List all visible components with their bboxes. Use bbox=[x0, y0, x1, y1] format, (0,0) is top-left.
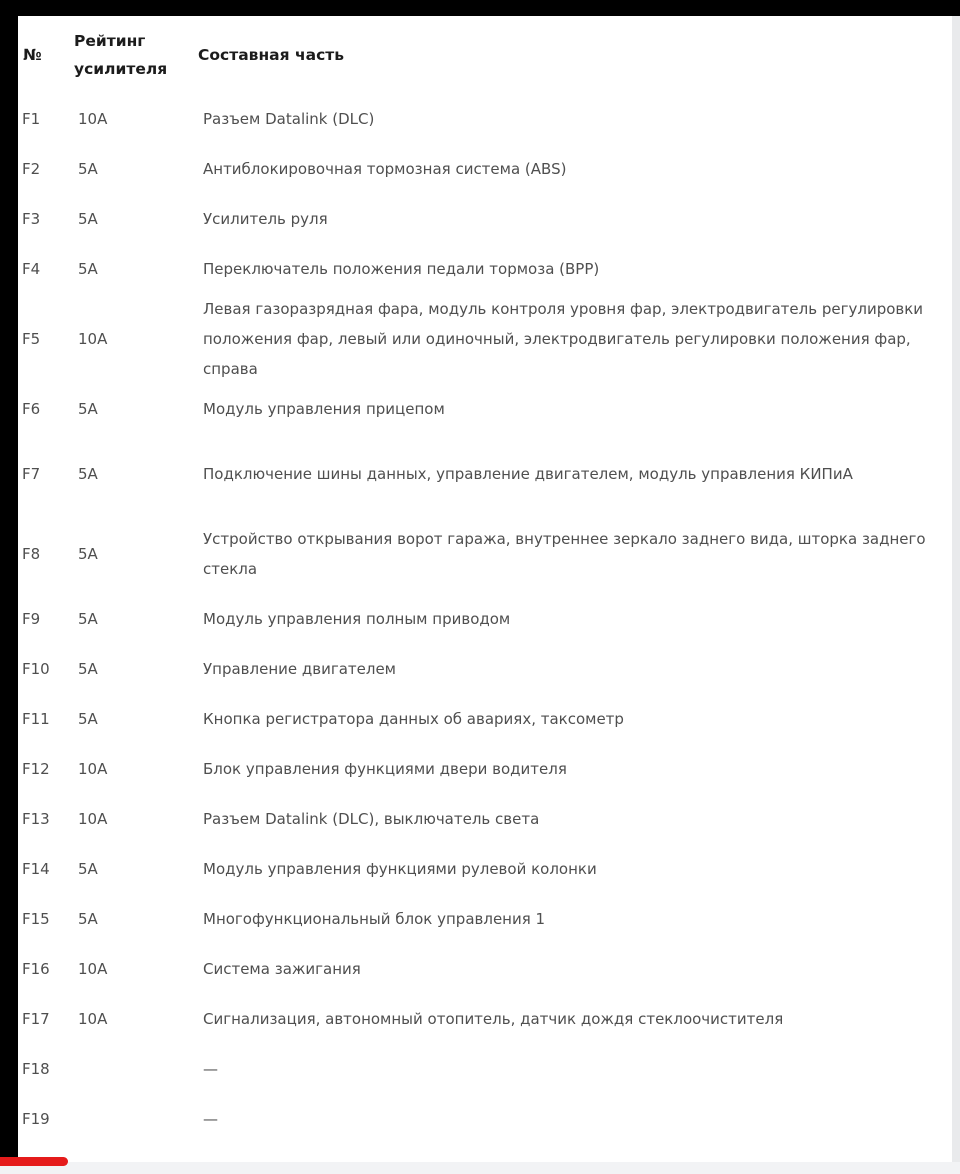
fuse-rating: 10A bbox=[78, 960, 108, 978]
video-control-strip bbox=[0, 1162, 960, 1174]
fuse-rating: 10A bbox=[78, 110, 108, 128]
table-row bbox=[18, 694, 952, 744]
fuse-number: F19 bbox=[22, 1110, 50, 1128]
fuse-number: F12 bbox=[22, 760, 50, 778]
fuse-component: Блок управления функциями двери водителя bbox=[203, 760, 567, 778]
table-row bbox=[18, 434, 952, 514]
fuse-number: F18 bbox=[22, 1060, 50, 1078]
fuse-rating: 5A bbox=[78, 710, 98, 728]
video-progress-bar[interactable] bbox=[0, 1157, 68, 1166]
fuse-component: Сигнализация, автономный отопитель, датчик дождя стеклоочистителя bbox=[203, 1010, 784, 1028]
table-row bbox=[18, 594, 952, 644]
fuse-rating: 5A bbox=[78, 260, 98, 278]
fuse-component: Система зажигания bbox=[203, 960, 361, 978]
fuse-number: F10 bbox=[22, 660, 50, 678]
fuse-number: F9 bbox=[22, 610, 41, 628]
fuse-number: F15 bbox=[22, 910, 50, 928]
fuse-number: F6 bbox=[22, 400, 41, 418]
page-edge bbox=[952, 16, 960, 1174]
fuse-number: F5 bbox=[22, 330, 41, 348]
fuse-rating: 10A bbox=[78, 810, 108, 828]
fuse-rating: 5A bbox=[78, 210, 98, 228]
fuse-component: Управление двигателем bbox=[203, 660, 397, 678]
table-row bbox=[18, 844, 952, 894]
table-row bbox=[18, 294, 952, 384]
fuse-component: Подключение шины данных, управление двигателем, модуль управления КИПиА bbox=[203, 465, 853, 483]
fuse-component: Усилитель руля bbox=[203, 210, 328, 228]
table-row bbox=[18, 794, 952, 844]
fuse-number: F2 bbox=[22, 160, 41, 178]
fuse-rating bbox=[74, 1094, 198, 1144]
fuse-rating: 10A bbox=[78, 330, 108, 348]
fuse-number: F4 bbox=[22, 260, 41, 278]
fuse-rating: 5A bbox=[78, 610, 98, 628]
fuse-number: F16 bbox=[22, 960, 50, 978]
header-rating: Рейтинг усилителя bbox=[74, 32, 168, 78]
table-row bbox=[18, 194, 952, 244]
table-row bbox=[18, 514, 952, 594]
fuse-component: Многофункциональный блок управления 1 bbox=[203, 910, 546, 928]
header-component: Составная часть bbox=[198, 46, 345, 64]
fuse-table-sheet bbox=[18, 16, 952, 1162]
fuse-rating: 5A bbox=[78, 400, 98, 418]
fuse-component: Разъем Datalink (DLC) bbox=[203, 110, 375, 128]
fuse-component: Кнопка регистратора данных об авариях, таксометр bbox=[203, 710, 624, 728]
table-row bbox=[18, 144, 952, 194]
table-row bbox=[18, 244, 952, 294]
table-row bbox=[18, 1094, 952, 1144]
fuse-number: F13 bbox=[22, 810, 50, 828]
fuse-component: Переключатель положения педали тормоза (BPP) bbox=[203, 260, 600, 278]
table-row bbox=[18, 1044, 952, 1094]
fuse-component: Антиблокировочная тормозная система (ABS) bbox=[203, 160, 567, 178]
table-row bbox=[18, 894, 952, 944]
fuse-rating: 5A bbox=[78, 910, 98, 928]
fuse-rating: 5A bbox=[78, 160, 98, 178]
fuse-rating bbox=[74, 1044, 198, 1094]
fuse-number: F17 bbox=[22, 1010, 50, 1028]
fuse-number: F14 bbox=[22, 860, 50, 878]
fuse-rating: 5A bbox=[78, 465, 98, 483]
fuse-number: F1 bbox=[22, 110, 41, 128]
table-row bbox=[18, 944, 952, 994]
table-row bbox=[18, 644, 952, 694]
fuse-component: Модуль управления полным приводом bbox=[203, 610, 511, 628]
table-row bbox=[18, 994, 952, 1044]
fuse-component: Устройство открывания ворот гаража, внутреннее зеркало заднего вида, шторка заднего стекла bbox=[203, 530, 926, 578]
table-row bbox=[18, 744, 952, 794]
table-row bbox=[18, 384, 952, 434]
fuse-number: F11 bbox=[22, 710, 50, 728]
table-row bbox=[18, 94, 952, 144]
fuse-number: F8 bbox=[22, 545, 41, 563]
fuse-rating: 10A bbox=[78, 1010, 108, 1028]
table-header-row bbox=[18, 16, 952, 94]
fuse-component: — bbox=[203, 1060, 218, 1078]
header-num: № bbox=[23, 46, 42, 64]
fuse-component: Модуль управления прицепом bbox=[203, 400, 445, 418]
fuse-component: — bbox=[203, 1110, 218, 1128]
fuse-rating: 10A bbox=[78, 760, 108, 778]
fuse-number: F7 bbox=[22, 465, 41, 483]
fuse-component: Левая газоразрядная фара, модуль контроля уровня фар, электродвигатель регулировки положения фар, левый или одиночный, электродвигатель регулировки положения фар, справа bbox=[203, 300, 924, 378]
fuse-rating: 5A bbox=[78, 545, 98, 563]
fuse-component: Разъем Datalink (DLC), выключатель света bbox=[203, 810, 540, 828]
fuse-table bbox=[18, 16, 952, 1144]
fuse-rating: 5A bbox=[78, 860, 98, 878]
fuse-number: F3 bbox=[22, 210, 41, 228]
fuse-rating: 5A bbox=[78, 660, 98, 678]
fuse-component: Модуль управления функциями рулевой колонки bbox=[203, 860, 597, 878]
